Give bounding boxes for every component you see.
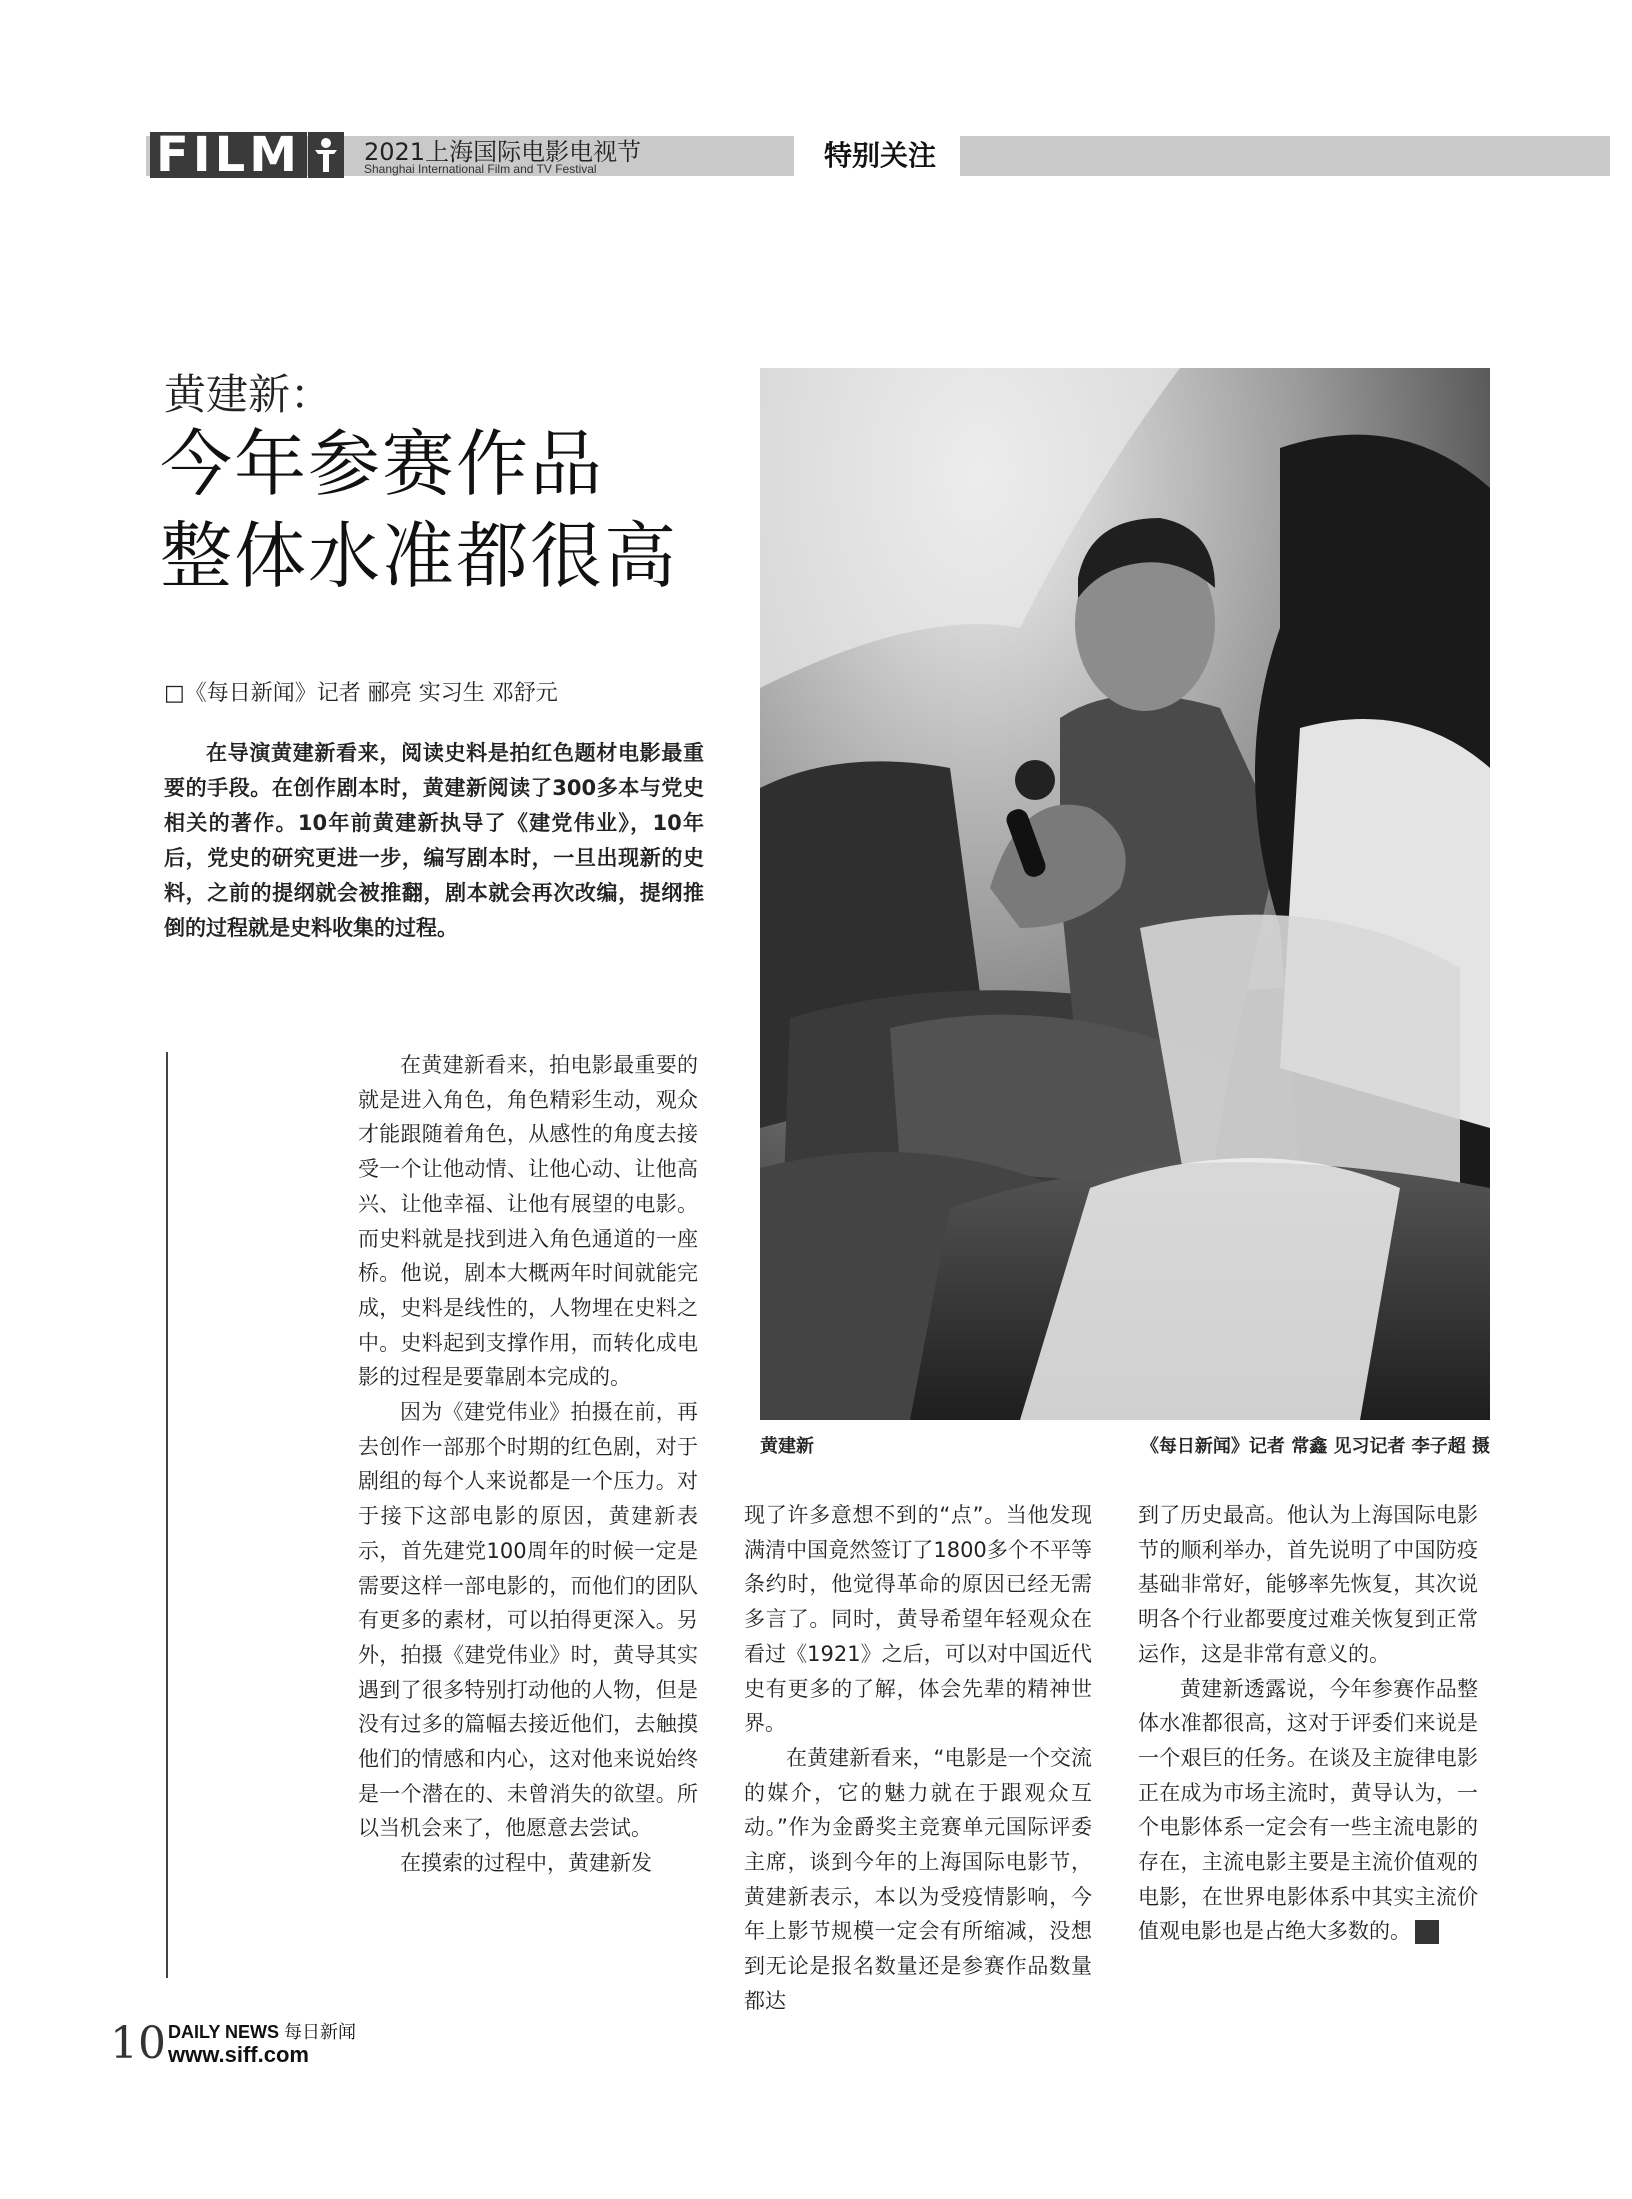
byline: □《每日新闻》记者 郦亮 实习生 邓舒元 — [164, 681, 558, 706]
headline-line-2: 整体水准都很高 — [160, 514, 679, 598]
headline-line-1: 今年参赛作品 — [160, 422, 605, 506]
footer-url[interactable]: www.siff.com — [168, 2042, 309, 2067]
body-column-2 — [744, 1498, 1092, 2019]
body-paragraph: 在黄建新看来，拍电影最重要的就是进入角色，角色精彩生动，观众才能跟随着角色，从感性的角度去接受一个让他动情、让他心动、让他高兴、让他幸福、让他有展望的电影。而史料就是找到进入角色通道的一座桥。他说，剧本大概两年时间就能完成，史料是线性的，人物埋在史料之中。史料起到支撑作用，而转化成电影的过程是要靠剧本完成的。 — [358, 1053, 698, 1390]
film-logo: FILM — [150, 132, 307, 178]
end-mark-icon — [1415, 1920, 1439, 1944]
body-paragraph-text: 黄建新透露说，今年参赛作品整体水准都很高，这对于评委们来说是一个艰巨的任务。在谈及主旋律电影正在成为市场主流时，黄导认为，一个电影体系一定会有一些主流电影的存在，主流电影主要是主流价值观的电影，在世界电影体系中其实主流价值观电影也是占绝大多数的。 — [1138, 1676, 1478, 1944]
column-rule — [166, 1052, 168, 1978]
section-tag: 特别关注 — [805, 136, 955, 176]
body-paragraph: 在摸索的过程中，黄建新发 — [400, 1851, 652, 1876]
page-number: 10 — [110, 2018, 166, 2069]
article-photo — [760, 368, 1490, 1420]
photo-illustration — [760, 368, 1490, 1420]
festival-emblem-icon — [308, 132, 344, 178]
header-right-band — [960, 136, 1610, 176]
lead-paragraph: 在导演黄建新看来，阅读史料是拍红色题材电影最重要的手段。在创作剧本时，黄建新阅读了300多本与党史相关的著作。10年前黄建新执导了《建党伟业》，10年后，党史的研究更进一步，编写剧本时，一旦出现新的史料，之前的提纲就会被推翻，剧本就会再次改编，提纲推倒的过程就是史料收集的过程。 — [164, 741, 704, 940]
body-paragraph: 现了许多意想不到的“点”。当他发现满清中国竟然签订了1800多个不平等条约时，他觉得革命的原因已经无需多言了。同时，黄导希望年轻观众在看过《1921》之后，可以对中国近代史有更多的了解，体会先辈的精神世界。 — [744, 1503, 1092, 1736]
body-column-3 — [1138, 1498, 1478, 1949]
festival-subtitle: Shanghai International Film and TV Festival — [364, 162, 597, 176]
footer-brand — [168, 2018, 356, 2044]
body-paragraph: 到了历史最高。他认为上海国际电影节的顺利举办，首先说明了中国防疫基础非常好，能够率先恢复，其次说明各个行业都要度过难关恢复到正常运作，这是非常有意义的。 — [1138, 1503, 1478, 1666]
photo-credit: 《每日新闻》记者 常鑫 见习记者 李子超 摄 — [1140, 1436, 1490, 1457]
brand-en: DAILY NEWS — [168, 2022, 280, 2042]
article-headline — [160, 418, 720, 602]
photo-caption: 黄建新 — [760, 1436, 814, 1457]
festival-title: 2021上海国际电影电视节 — [364, 138, 642, 166]
body-paragraph — [1138, 1672, 1478, 1950]
article-kicker: 黄建新： — [164, 370, 333, 419]
body-column-1 — [358, 1048, 698, 1881]
body-paragraph: 在黄建新看来，“电影是一个交流的媒介，它的魅力就在于跟观众互动。”作为金爵奖主竞赛单元国际评委主席，谈到今年的上海国际电影节，黄建新表示，本以为受疫情影响，今年上影节规模一定会有所缩减，没想到无论是报名数量还是参赛作品数量都达 — [744, 1745, 1092, 2013]
brand-cn: 每日新闻 — [284, 2022, 357, 2042]
body-paragraph: 因为《建党伟业》拍摄在前，再去创作一部那个时期的红色剧，对于剧组的每个人来说都是一个压力。对于接下这部电影的原因，黄建新表示，首先建党100周年的时候一定是需要这样一部电影的，而他们的团队有更多的素材，可以拍得更深入。另外，拍摄《建党伟业》时，黄导其实遇到了很多特别打动他的人物，但是没有过多的篇幅去接近他们，去触摸他们的情感和内心，这对他来说始终是一个潜在的、未曾消失的欲望。所以当机会来了，他愿意去尝试。 — [358, 1400, 698, 1841]
